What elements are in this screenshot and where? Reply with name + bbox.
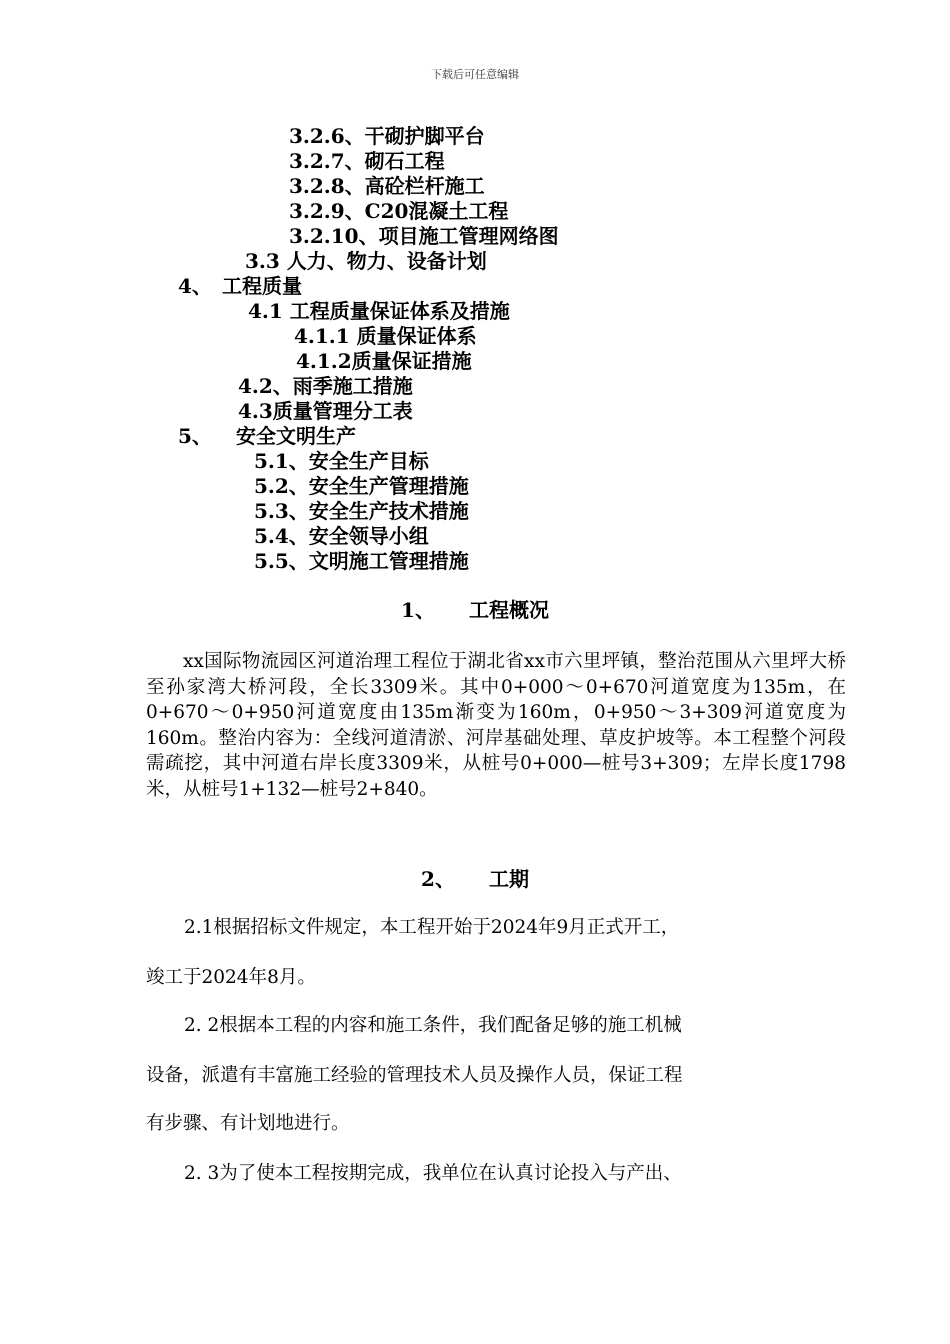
body-line: 有步骤、有计划地进行。: [146, 1113, 350, 1134]
toc-entry: 5.5、文明施工管理措施: [254, 549, 469, 573]
toc-chapter-number: 4、: [178, 274, 212, 298]
toc-entry: 5.2、安全生产管理措施: [254, 474, 469, 498]
body-line: 竣工于2024年8月。: [146, 967, 316, 988]
toc-entry: 4.2、雨季施工措施: [238, 374, 413, 398]
toc-chapter-number: 5、: [178, 424, 212, 448]
overview-paragraph: xx国际物流园区河道治理工程位于湖北省xx市六里坪镇，整治范围从六里坪大桥至孙家湾大桥河段，全长3309米。其中0+000～0+670河道宽度为135m，在0+670～0+950河道宽度由135m渐变为160m，0+950～3+309河道宽度为160m。整治内容为：全线河道清淤、河岸基础处理、草皮护坡等。本工程整个河段需疏挖，其中河道右岸长度3309米，从桩号0+000—桩号3+309；左岸长度1798米，从桩号1+132—桩号2+840。: [146, 651, 846, 800]
toc-entry: 4.3质量管理分工表: [238, 399, 413, 423]
toc-entry: 3.2.10、项目施工管理网络图: [289, 224, 559, 248]
body-line: 设备，派遣有丰富施工经验的管理技术人员及操作人员，保证工程: [146, 1065, 683, 1086]
toc-chapter-title: 工程质量: [222, 274, 302, 298]
toc-entry: 3.2.6、干砌护脚平台: [289, 124, 485, 148]
section-number: 2、: [421, 867, 455, 891]
toc-chapter-entry: [178, 424, 356, 448]
body-line: 2. 2根据本工程的内容和施工条件，我们配备足够的施工机械: [184, 1015, 682, 1036]
body-line: 2. 3为了使本工程按期完成，我单位在认真讨论投入与产出、: [184, 1163, 682, 1184]
toc-entry: 4.1 工程质量保证体系及措施: [248, 299, 510, 323]
section-heading: [0, 598, 950, 622]
toc-entry: 4.1.2质量保证措施: [296, 349, 472, 373]
toc-entry: 5.1、安全生产目标: [254, 449, 429, 473]
toc-entry: 3.2.8、高砼栏杆施工: [289, 174, 485, 198]
body-line: 2.1根据招标文件规定，本工程开始于2024年9月正式开工，: [184, 917, 680, 938]
toc-entry: 4.1.1 质量保证体系: [294, 324, 477, 348]
toc-chapter-entry: [178, 274, 302, 298]
page-header: 下载后可任意编辑: [431, 68, 519, 81]
toc-entry: 3.2.7、砌石工程: [289, 149, 445, 173]
toc-entry: 3.3 人力、物力、设备计划: [245, 249, 487, 273]
section-number: 1、: [401, 598, 435, 622]
toc-entry: 5.4、安全领导小组: [254, 524, 429, 548]
section-title: 工期: [488, 867, 529, 891]
section-title: 工程概况: [468, 598, 549, 622]
section-heading: [0, 867, 950, 891]
toc-entry: 5.3、安全生产技术措施: [254, 499, 469, 523]
toc-entry: 3.2.9、C20混凝土工程: [289, 199, 509, 223]
toc-chapter-title: 安全文明生产: [236, 424, 356, 448]
